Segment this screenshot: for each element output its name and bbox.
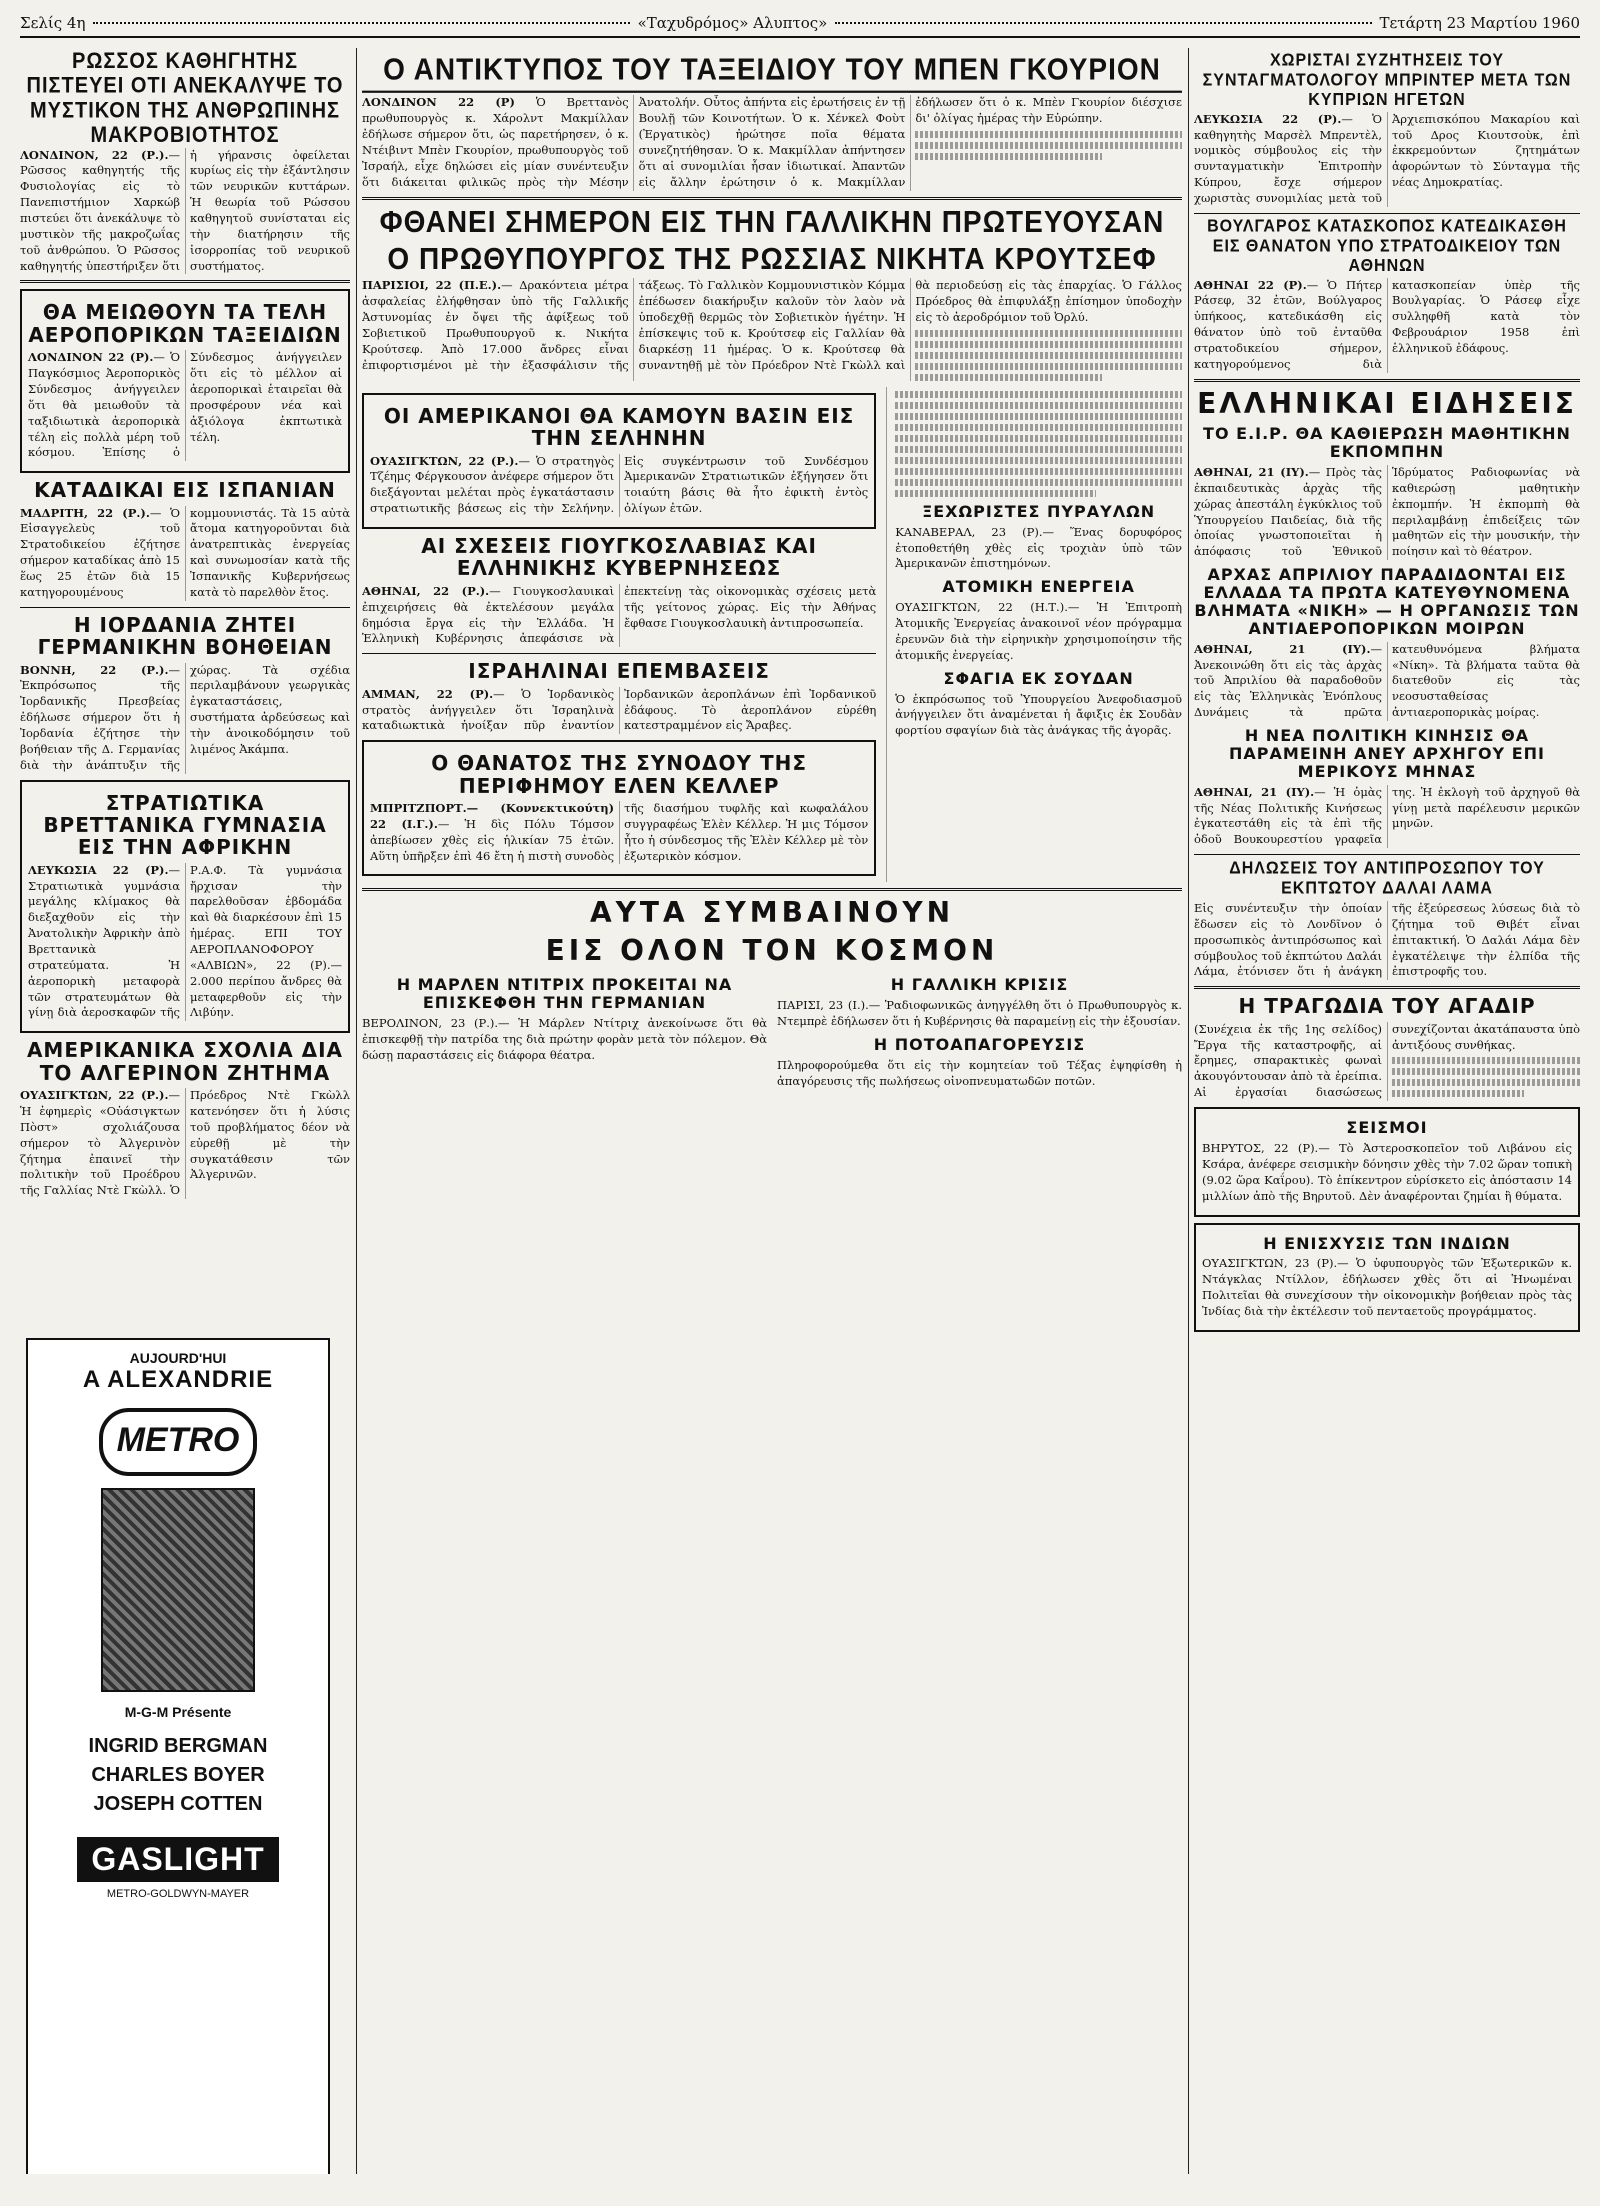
article-air-fares: ΘΑ ΜΕΙΩΘΟΥΝ ΤΑ ΤΕΛΗ ΑΕΡΟΠΟΡΙΚΩΝ ΤΑΞΕΙΔΙΩΝ ΛΟΝΔΙΝΟΝ 22 (Ρ).— Ὁ Παγκόσμιος Ἀεροπορικὸς Σύνδεσμος ἀνήγγειλεν ὅτι θὰ μειωθοῦν τὰ ταξιδιωτικὰ ἀεροπορικὰ τέλη εἰς πολλὰ μέρη τοῦ κόσμου. Ἐπίσης ὁ Σύνδεσμος ἀνήγγειλεν ὅτι εἰς τὸ μέλλον αἱ ἀεροπορικαὶ ἑταιρεῖαι θὰ προσφέρουν νέα καὶ ἀξιόλογα ἐκπτωτικὰ τέλη. xyxy=(20,289,350,473)
column-center xyxy=(362,48,1182,2174)
article-israel: ΙΣΡΑΗΛΙΝΑΙ ΕΠΕΜΒΑΣΕΙΣ ΑΜΜΑΝ, 22 (Ρ).— Ὁ Ἰορδανικὸς στρατὸς ἀνήγγειλεν ὅτι Ἰσραηλινὰ καταδιωκτικὰ ἠνοίξαν πῦρ ἐναντίον Ἰορδανικῶν ἀεροπλάνων ἐπὶ Ἰορδανικοῦ ἐδάφους. Τὸ ἀεροπλάνον εὑρέθη κατεστραμμένον εἰς Ἄραβες. xyxy=(362,659,877,733)
headline: Ο ΘΑΝΑΤΟΣ ΤΗΣ ΣΥΝΟΔΟΥ ΤΗΣ ΠΕΡΙΦΗΜΟΥ ΕΛΕΝ ΚΕΛΛΕΡ xyxy=(431,751,807,798)
section-title: ΕΛΛΗΝΙΚΑΙ ΕΙΔΗΣΕΙΣ xyxy=(1197,386,1577,420)
article-dalai-lama: ΔΗΛΩΣΕΙΣ ΤΟΥ ΑΝΤΙΠΡΟΣΩΠΟΥ ΤΟΥ ΕΚΠΤΩΤΟΥ ΔΑΛΑΙ ΛΑΜΑ Εἰς συνέντευξιν τὴν ὁποίαν ἔδωσεν εἰς τὸ Λονδῖνον ὁ προσωπικὸς ἀντιπρόσωπος καὶ σύμβουλος τοῦ ἐκπτώτου Δαλάι Λάμα, ἐτόνισεν ὅτι ἡ ἀνάγκη τῆς ἐξεύρεσεως λύσεως διὰ τὸ ζήτημα τοῦ Θιβέτ εἶναι ἐπιτακτική. Ὁ Δαλάι Λάμα δὲν ἐγκατέλειψε τὴν ἐλπίδα τῆς ἐπιστροφῆς του. xyxy=(1194,859,1580,979)
ad-presents: M-G-M Présente xyxy=(124,1704,232,1720)
subhead-dietrich: Η ΜΑΡΛΕΝ ΝΤΙΤΡΙΧ ΠΡΟΚΕΙΤΑΙ ΝΑ ΕΠΙΣΚΕΦΘΗ ΤΗΝ ΓΕΡΜΑΝΙΑΝ xyxy=(396,975,733,1013)
headline: ΑΜΕΡΙΚΑΝΙΚΑ ΣΧΟΛΙΑ ΔΙΑ ΤΟ ΑΛΓΕΡΙΝΟΝ ΖΗΤΗΜΑ xyxy=(26,1038,344,1085)
article-agadir: Η ΤΡΑΓΩΔΙΑ ΤΟΥ ΑΓΑΔΙΡ (Συνέχεια ἐκ τῆς 1ης σελίδος) Ἔργα τῆς καταστροφῆς, αἱ ἔρημες, σπαρακτικὲς φωναὶ ἀκουγόντουσαν ἀπὸ τὰ ἐρείπια. Αἱ ἐργασίαι διασώσεως συνεχίζονται ἀκατάπαυστα ὑπὸ ἀντιξόους συνθήκας. xyxy=(1194,994,1580,1100)
headline: ΘΑ ΜΕΙΩΘΟΥΝ ΤΑ ΤΕΛΗ ΑΕΡΟΠΟΡΙΚΩΝ ΤΑΞΕΙΔΙΩΝ xyxy=(28,300,342,347)
headline-rockets: ΞΕΧΩΡΙΣΤΕΣ ΠΥΡΑΥΛΩΝ xyxy=(922,501,1156,521)
headline-politics: Η ΝΕΑ ΠΟΛΙΤΙΚΗ ΚΙΝΗΣΙΣ ΘΑ ΠΑΡΑΜΕΙΝΗ ΑΝΕΥ ΑΡΧΗΓΟΥ ΕΠΙ ΜΕΡΙΚΟΥΣ ΜΗΝΑΣ xyxy=(1229,726,1545,781)
article-algeria: ΑΜΕΡΙΚΑΝΙΚΑ ΣΧΟΛΙΑ ΔΙΑ ΤΟ ΑΛΓΕΡΙΝΟΝ ΖΗΤΗΜΑ ΟΥΑΣΙΓΚΤΩΝ, 22 (Ρ.).— Ἡ ἐφημερὶς «Οὐάσιγκτων Πὸστ» σχολιάζουσα σήμερον τὸ Ἀλγερινὸν ζήτημα ἐπαινεῖ τὴν πολιτικὴν τοῦ Προέδρου τῆς Γαλλίας Ντὲ Γκὼλλ. Ὁ Πρόεδρος Ντὲ Γκὼλλ κατενόησεν ὅτι ἡ λύσις τοῦ προβλήματος δέον νὰ εὑρεθῇ μὲ τὴν συγκατάθεσιν τῶν Ἀλγερινῶν. xyxy=(20,1038,350,1198)
issue-date: Τετάρτη 23 Μαρτίου 1960 xyxy=(1379,14,1581,32)
headline: ΔΗΛΩΣΕΙΣ ΤΟΥ ΑΝΤΙΠΡΟΣΩΠΟΥ ΤΟΥ ΕΚΠΤΩΤΟΥ ΔΑΛΑΙ ΛΑΜΑ xyxy=(1229,859,1545,898)
article-bulgarian-spy: ΒΟΥΛΓΑΡΟΣ ΚΑΤΑΣΚΟΠΟΣ ΚΑΤΕΔΙΚΑΣΘΗ ΕΙΣ ΘΑΝΑΤΟΝ ΥΠΟ ΣΤΡΑΤΟΔΙΚΕΙΟΥ ΤΩΝ ΑΘΗΝΩΝ ΑΘΗΝΑΙ 22 (Ρ).— Ὁ Πήτερ Ράσεφ, 32 ἐτῶν, Βούλγαρος ὑπήκοος, κατεδικάσθη εἰς θάνατον ὑπὸ τοῦ ἐνταῦθα στρατοδικείου σήμερον, κατηγορούμενος διὰ κατασκοπείαν ὑπὲρ τῆς Βουλγαρίας. Ὁ Ράσεφ εἶχε συλληφθῆ κατὰ τὸν Φεβρουάριον 1958 ἐπὶ ἑλληνικοῦ ἐδάφους. xyxy=(1194,217,1580,371)
article-world-news: ΑΥΤΑ ΣΥΜΒΑΙΝΟΥΝ ΕΙΣ ΟΛΟΝ ΤΟΝ ΚΟΣΜΟΝ Η ΜΑΡΛΕΝ ΝΤΙΤΡΙΧ ΠΡΟΚΕΙΤΑΙ ΝΑ ΕΠΙΣΚΕΦΘΗ ΤΗΝ ΓΕΡΜΑΝΙΑΝ ΒΕΡΟΛΙΝΟΝ, 23 (Ρ.).— Ἡ Μάρλεν Ντίτριχ ἀνεκοίνωσε ὅτι θὰ ἐπισκεφθῇ τὴν πατρίδα της διὰ πρώτην φορὰν μετὰ τὸν πόλεμον. Θὰ δώσῃ παραστάσεις εἰς διάφορα θέατρα. Η ΓΑΛΛΙΚΗ ΚΡΙΣΙΣ ΠΑΡΙΣΙ, 23 (Ι.).— Ῥαδιοφωνικῶς ἀνηγγέλθη ὅτι ὁ Πρωθυπουργὸς κ. Ντεμπρὲ ἐδήλωσεν ὅτι ἡ Κυβέρνησις θὰ παραμείνῃ εἰς τὴν ἐξουσίαν. Η ΠΟΤΟΑΠΑΓΟΡΕΥΣΙΣ Πληροφορούμεθα ὅτι εἰς τὴν κομητείαν τοῦ Τέξας ἐψηφίσθη ἡ ἀπαγόρευσις τῆς πωλήσεως οἰνοπνευματωδῶν ποτῶν. xyxy=(362,896,1182,1088)
newspaper-page xyxy=(20,14,1580,2174)
subhead-french-crisis: Η ΓΑΛΛΙΚΗ ΚΡΙΣΙΣ xyxy=(890,975,1069,995)
headline-line1: ΦΘΑΝΕΙ ΣΗΜΕΡΟΝ ΕΙΣ ΤΗΝ ΓΑΛΛΙΚΗΝ ΠΡΩΤΕΥΟΥΣΑΝ xyxy=(379,203,1165,239)
headline-line1: ΑΥΤΑ ΣΥΜΒΑΙΝΟΥΝ xyxy=(589,896,955,930)
column-left xyxy=(20,48,350,2174)
studio-logo: METRO-GOLDWYN-MAYER xyxy=(106,1888,250,1900)
headline: ΙΣΡΑΗΛΙΝΑΙ ΕΠΕΜΒΑΣΕΙΣ xyxy=(468,659,770,684)
headline: Η ΙΟΡΔΑΝΙΑ ΖΗΤΕΙ ΓΕΡΜΑΝΙΚΗΝ ΒΟΗΘΕΙΑΝ xyxy=(37,612,333,660)
metro-logo: METRO xyxy=(99,1408,257,1476)
headline: ΣΕΙΣΜΟΙ xyxy=(1346,1118,1428,1138)
headline: Η ΕΝΙΣΧΥΣΙΣ ΤΩΝ ΙΝΔΙΩΝ xyxy=(1263,1233,1511,1253)
article-spain: ΚΑΤΑΔΙΚΑΙ ΕΙΣ ΙΣΠΑΝΙΑΝ ΜΑΔΡΙΤΗ, 22 (Ρ.).— Ὁ Εἰσαγγελεὺς τοῦ Στρατοδικείου ἐζήτησε σήμερον καταδίκας ἀπὸ 15 ἕως 25 ἐτῶν διὰ 15 κατηγορουμένους κομμουνιστάς. Τὰ 15 αὐτὰ ἄτομα κατηγοροῦνται διὰ ἀνατρεπτικὰς ἐνεργείας καὶ συνωμοσίαν κατὰ τῆς Ἰσπανικῆς Κυβερνήσεως κατὰ τὸ παρελθὸν ἔτος. xyxy=(20,478,350,599)
headline-missiles: ΑΡΧΑΣ ΑΠΡΙΛΙΟΥ ΠΑΡΑΔΙΔΟΝΤΑΙ ΕΙΣ ΕΛΛΑΔΑ ΤΑ ΠΡΩΤΑ ΚΑΤΕΥΘΥΝΟΜΕΝΑ ΒΛΗΜΑΤΑ «ΝΙΚΗ» — Η ΟΡΓΑΝΩΣΙΣ ΤΩΝ ΑΝΤΙΑΕΡΟΠΟΡΙΚΩΝ ΜΟΙΡΩΝ xyxy=(1194,565,1580,638)
article-jordan: Η ΙΟΡΔΑΝΙΑ ΖΗΤΕΙ ΓΕΡΜΑΝΙΚΗΝ ΒΟΗΘΕΙΑΝ ΒΟΝΝΗ, 22 (Ρ.).— Ἐκπρόσωπος τῆς Ἰορδανικῆς Πρεσβείας ἐδήλωσε σήμερον ὅτι ἡ Ἰορδανία ἐζήτησε τὴν βοήθειαν τῆς Δ. Γερμανίας διὰ τὴν ἀνάπτυξιν τῆς χώρας. Τὰ σχέδια περιλαμβάνουν γεωργικὰς ἐγκαταστάσεις, συστήματα ἀρδεύσεως καὶ τὴν ἀνοικοδόμησιν τοῦ λιμένος Ἀκάμπα. xyxy=(20,612,350,772)
cinema-advertisement xyxy=(26,1338,330,2174)
ad-city: A ALEXANDRIE xyxy=(82,1366,274,1393)
column-right xyxy=(1194,48,1580,2174)
film-still-image xyxy=(101,1488,255,1692)
headline-radio: ΤΟ Ε.Ι.Ρ. ΘΑ ΚΑΘΙΕΡΩΣΗ ΜΑΘΗΤΙΚΗΝ ΕΚΠΟΜΠΗΝ xyxy=(1203,424,1571,462)
headline-sudan: ΣΦΑΓΙΑ ΕΚ ΣΟΥΔΑΝ xyxy=(943,668,1134,688)
ad-today: AUJOURD'HUI xyxy=(129,1350,227,1366)
article-india-aid: Η ΕΝΙΣΧΥΣΙΣ ΤΩΝ ΙΝΔΙΩΝ ΟΥΑΣΙΓΚΤΩΝ, 23 (Ρ).— Ὁ ὑφυπουργὸς τῶν Ἐξωτερικῶν κ. Ντάγκλας Ντίλλον, ἐδήλωσεν χθὲς ὅτι αἱ Ἡνωμέναι Πολιτεῖαι θὰ συνεχίσουν τὴν οἰκονομικὴν βοήθειαν πρὸς τὰς Ἰνδίας διὰ τὴν ἐκτέλεσιν τοῦ πενταετοῦς προγράμματος. xyxy=(1194,1223,1580,1332)
article-moon-base: ΟΙ ΑΜΕΡΙΚΑΝΟΙ ΘΑ ΚΑΜΟΥΝ ΒΑΣΙΝ ΕΙΣ ΤΗΝ ΣΕΛΗΝΗΝ ΟΥΑΣΙΓΚΤΩΝ, 22 (Ρ.).— Ὁ στρατηγὸς Τζέημς Φέργκουσον ἀνέφερε σήμερον ὅτι διεξάγονται μελέται πρὸς ἐγκατάστασιν στρατιωτικῆς βάσεως εἰς τὴν Σελήνην. Εἰς συγκέντρωσιν τοῦ Συνδέσμου Ἀμερικανῶν Στρατιωτικῶν ἐξήγησεν ὅτι τοιαύτη βάσις θὰ ἦτο ἐφικτὴ ἐντὸς ὀλίγων ἐτῶν. xyxy=(362,393,876,529)
article-russian-professor: ΡΩΣΣΟΣ ΚΑΘΗΓΗΤΗΣ ΠΙΣΤΕΥΕΙ ΟΤΙ ΑΝΕΚΑΛΥΨΕ ΤΟ ΜΥΣΤΙΚΟΝ ΤΗΣ ΑΝΘΡΩΠΙΝΗΣ ΜΑΚΡΟΒΙΟΤΗΤΟΣ ΛΟΝΔΙΝΟΝ, 22 (Ρ.).— Ρῶσσος καθηγητής τῆς Φυσιολογίας εἰς τὸ Πανεπιστήμιον Χαρκώβ πιστεύει ὅτι ἀνεκάλυψε τὸ μυστικὸν τῆς μακροζωΐας τοῦ ἀνθρώπου. Ὁ Ρῶσσος καθηγητής ὑπεστήριξεν ὅτι ἡ γήρανσις ὀφείλεται κυρίως εἰς τὴν ἐξάντλησιν τῶν νευρικῶν κυττάρων. Ἡ θεωρία τοῦ Ρώσσου καθηγητοῦ συνίσταται εἰς τὴν διατήρησιν τῆς ἰσορροπίας τοῦ νευρικοῦ συστήματος. xyxy=(20,49,350,273)
film-title: GASLIGHT xyxy=(77,1837,278,1882)
ad-cast: INGRID BERGMAN CHARLES BOYER JOSEPH COTTEN xyxy=(88,1735,268,1815)
headline: ΑΙ ΣΧΕΣΕΙΣ ΓΙΟΥΓΚΟΣΛΑΒΙΑΣ ΚΑΙ ΕΛΛΗΝΙΚΗΣ ΚΥΒΕΡΝΗΣΕΩΣ xyxy=(421,534,817,581)
headline: ΣΤΡΑΤΙΩΤΙΚΑ ΒΡΕΤΤΑΝΙΚΑ ΓΥΜΝΑΣΙΑ ΕΙΣ ΤΗΝ ΑΦΡΙΚΗΝ xyxy=(43,790,327,860)
paper-name: «Ταχυδρόμος» Αλυπτος» xyxy=(637,14,828,32)
article-earthquakes: ΣΕΙΣΜΟΙ ΒΗΡΥΤΟΣ, 22 (Ρ).— Τὸ Ἀστεροσκοπεῖον τοῦ Λιβάνου εἰς Κσάρα, ἀνέφερε σεισμικὴν δόνησιν χθὲς τὴν 7.02 ὥραν τοπικὴ (9.02 ὥρα Καΐρου). Τὸ ἐπίκεντρον εὑρίσκετο εἰς ἀπόστασιν 14 μιλλίων ἀπὸ τῆς Βηρυτοῦ. Δὲν ἀναφέρονται ζημίαι ἢ θύματα. xyxy=(1194,1107,1580,1216)
headline-line2: Ο ΠΡΩΘΥΠΟΥΡΓΟΣ ΤΗΣ ΡΩΣΣΙΑΣ ΝΙΚΗΤΑ ΚΡΟΥΤΣΕΦ xyxy=(387,241,1157,276)
masthead xyxy=(20,14,1580,38)
headline: Η ΤΡΑΓΩΔΙΑ ΤΟΥ ΑΓΑΔΙΡ xyxy=(1238,994,1536,1019)
headline: ΧΩΡΙΣΤΑΙ ΣΥΖΗΤΗΣΕΙΣ ΤΟΥ ΣΥΝΤΑΓΜΑΤΟΛΟΓΟΥ ΜΠΡΙΝΤΕΡ ΜΕΤΑ ΤΩΝ ΚΥΠΡΙΩΝ ΗΓΕΤΩΝ xyxy=(1202,51,1572,110)
headline: ΚΑΤΑΔΙΚΑΙ ΕΙΣ ΙΣΠΑΝΙΑΝ xyxy=(34,478,336,503)
article-ben-gurion: Ο ΑΝΤΙΚΤΥΠΟΣ ΤΟΥ ΤΑΞΕΙΔΙΟΥ ΤΟΥ ΜΠΕΝ ΓΚΟΥΡΙΟΝ ΛΟΝΔΙΝΟΝ 22 (Ρ) Ὁ Βρεττανὸς πρωθυπουργὸς κ. Χάρολντ Μακμίλλαν ἐδήλωσε σήμερον ὅτι, ὡς παρετήρησεν, ὁ κ. Ντέιβιντ Μπὲν Γκουρίον, πρωθυπουργὸς τοῦ Ἰσραήλ, εἶχε δηλώσει εἰς μίαν συνέντευξιν ὅτι διάκειται φιλικῶς πρὸς τὴν Μέσην Ἀνατολήν. Οὗτος ἀπήντα εἰς ἐρωτήσεις ἐν τῇ Βουλῇ τῶν Κοινοτήτων. Ὁ κ. Χένκελ Φοὺτ (Ἐργατικὸς) ἠρώτησε ποῖα θέματα συνεζητήθησαν. Ὁ κ. Μακμίλλαν ἀπήντησεν ὅτι αἱ συνομιλίαι ἦσαν ἰδιωτικαί. Ἀπαντῶν εἰς ἄλλην ἐρώτησιν ὁ κ. Μακμίλλαν ἐδήλωσεν ὅτι ὁ κ. Μπὲν Γκουρίον διέσχισε δι' ὀλίγας ἡμέρας τὴν Εὐρώπην. xyxy=(362,52,1182,189)
headline: ΒΟΥΛΓΑΡΟΣ ΚΑΤΑΣΚΟΠΟΣ ΚΑΤΕΔΙΚΑΣΘΗ ΕΙΣ ΘΑΝΑΤΟΝ ΥΠΟ ΣΤΡΑΤΟΔΙΚΕΙΟΥ ΤΩΝ ΑΘΗΝΩΝ xyxy=(1207,217,1567,276)
article-cyprus-constitution: ΧΩΡΙΣΤΑΙ ΣΥΖΗΤΗΣΕΙΣ ΤΟΥ ΣΥΝΤΑΓΜΑΤΟΛΟΓΟΥ ΜΠΡΙΝΤΕΡ ΜΕΤΑ ΤΩΝ ΚΥΠΡΙΩΝ ΗΓΕΤΩΝ ΛΕΥΚΩΣΙΑ 22 (Ρ).— Ὁ καθηγητὴς Μαρσὲλ Μπρεντὲλ, νομικὸς σύμβουλος εἰς τὴν συνταγματικὴν Ἐπιτροπὴν Κύπρου, ἔσχε σήμερον χωριστὰς συνομιλίας μετὰ τοῦ Ἀρχιεπισκόπου Μακαρίου καὶ τοῦ Δρος Κιουτσοὺκ, ἐπὶ ἐκκρεμούντων ζητημάτων ἀφορώντων τὸ Σύνταγμα τῆς νέας Δημοκρατίας. xyxy=(1194,51,1580,206)
right-subcolumn: ΞΕΧΩΡΙΣΤΕΣ ΠΥΡΑΥΛΩΝ ΚΑΝΑΒΕΡΑΛ, 23 (Ρ).— Ἕνας δορυφόρος ἐτοποθετήθη χθὲς εἰς τροχιὰν ὑπὸ τῶν Ἀμερικανῶν ἐπιστημόνων. ΑΤΟΜΙΚΗ ΕΝΕΡΓΕΙΑ ΟΥΑΣΙΓΚΤΩΝ, 22 (Η.Τ.).— Ἡ Ἐπιτροπὴ Ἀτομικῆς Ἐνεργείας ἀνακοινοῖ νέον πρόγραμμα ἐρευνῶν διὰ τὴν εἰρηνικὴν χρησιμοποίησιν τῆς ἀτομικῆς ἐνεργείας. ΣΦΑΓΙΑ ΕΚ ΣΟΥΔΑΝ Ὁ ἐκπρόσωπος τοῦ Ὑπουργείου Ἀνεφοδιασμοῦ ἀνήγγειλεν ὅτι ἀναμένεται ἡ ἄφιξις ἐκ Σουδὰν φορτίου σφαγίων διὰ τὰς ἀνάγκας τῆς ἀγορᾶς. xyxy=(886,387,1182,883)
subhead-prohibition: Η ΠΟΤΟΑΠΑΓΟΡΕΥΣΙΣ xyxy=(873,1034,1086,1054)
article-yugoslavia: ΑΙ ΣΧΕΣΕΙΣ ΓΙΟΥΓΚΟΣΛΑΒΙΑΣ ΚΑΙ ΕΛΛΗΝΙΚΗΣ ΚΥΒΕΡΝΗΣΕΩΣ ΑΘΗΝΑΙ, 22 (Ρ.).— Γιουγκοσλαυικαὶ ἐπιχειρήσεις θὰ ἐκτελέσουν μεγάλα δημόσια ἔργα εἰς τὴν Ἑλλάδα. Ἡ Ἑλληνικὴ Κυβέρνησις ἀπεφάσισε νὰ ἐπεκτείνῃ τὰς οἰκονομικὰς σχέσεις μετὰ τῆς γείτονος χώρας. Εἰς τὴν Ἀθήνας ἔφθασε Γιουγκοσλαυικὴ ἀντιπροσωπεία. xyxy=(362,534,877,646)
banner-headline: Ο ΑΝΤΙΚΤΥΠΟΣ ΤΟΥ ΤΑΞΕΙΔΙΟΥ ΤΟΥ ΜΠΕΝ ΓΚΟΥΡΙΟΝ xyxy=(362,52,1182,93)
page-number: Σελίς 4η xyxy=(20,14,86,32)
headline-line2: ΕΙΣ ΟΛΟΝ ΤΟΝ ΚΟΣΜΟΝ xyxy=(545,933,999,967)
article-helen-keller: Ο ΘΑΝΑΤΟΣ ΤΗΣ ΣΥΝΟΔΟΥ ΤΗΣ ΠΕΡΙΦΗΜΟΥ ΕΛΕΝ ΚΕΛΛΕΡ ΜΠΡΙΤΖΠΟΡΤ.— (Κοννεκτικούτη) 22 (Ι.Γ.).— Ἡ δὶς Πόλυ Τόμσον ἀπεβίωσεν χθὲς εἰς ἡλικίαν 75 ἐτῶν. Αὕτη ὑπῆρξεν ἐπὶ 46 ἔτη ἡ πιστὴ συνοδὸς τῆς διασήμου τυφλῆς καὶ κωφαλάλου συγγραφέως Ἑλὲν Κέλλερ. Ἡ μις Τόμσον ἦτο ἡ σύνδεσμος τῆς Ἑλὲν Κέλλερ μὲ τὸν ἐξωτερικὸν κόσμον. xyxy=(362,740,876,876)
section-greek-news: ΕΛΛΗΝΙΚΑΙ ΕΙΔΗΣΕΙΣ ΤΟ Ε.Ι.Ρ. ΘΑ ΚΑΘΙΕΡΩΣΗ ΜΑΘΗΤΙΚΗΝ ΕΚΠΟΜΠΗΝ ΑΘΗΝΑΙ, 21 (ΙΥ).— Πρὸς τὰς ἐκπαιδευτικὰς ἀρχὰς τῆς χώρας ἀπεστάλη ἐγκύκλιος τοῦ Ὑπουργείου Παιδείας, διὰ τῆς ὁποίας γνωστοποιεῖται ἡ ἀπόφασις τοῦ Ἐθνικοῦ Ἱδρύματος Ραδιοφωνίας νὰ καθιερώσῃ μαθητικὴν ἐκπομπήν. Ἡ ἐκπομπὴ θὰ περιλαμβάνῃ ἐπιδείξεις τῶν μαθητῶν εἰς τὴν μουσικήν, τὴν ποίησιν καὶ τὸ θέατρον. ΑΡΧΑΣ ΑΠΡΙΛΙΟΥ ΠΑΡΑΔΙΔΟΝΤΑΙ ΕΙΣ ΕΛΛΑΔΑ ΤΑ ΠΡΩΤΑ ΚΑΤΕΥΘΥΝΟΜΕΝΑ ΒΛΗΜΑΤΑ «ΝΙΚΗ» — Η ΟΡΓΑΝΩΣΙΣ ΤΩΝ ΑΝΤΙΑΕΡΟΠΟΡΙΚΩΝ ΜΟΙΡΩΝ ΑΘΗΝΑΙ, 21 (ΙΥ).— Ἀνεκοινώθη ὅτι εἰς τὰς ἀρχὰς τοῦ Ἀπριλίου θὰ παραδοθοῦν εἰς τὰς Ἑλληνικὰς Ἐνόπλους Δυνάμεις τὰ πρῶτα κατευθυνόμενα βλήματα «Νίκη». Τὰ βλήματα ταῦτα θὰ διατεθοῦν εἰς τὰς νεοσυσταθείσας ἀντιαεροπορικὰς μοίρας. Η ΝΕΑ ΠΟΛΙΤΙΚΗ ΚΙΝΗΣΙΣ ΘΑ ΠΑΡΑΜΕΙΝΗ ΑΝΕΥ ΑΡΧΗΓΟΥ ΕΠΙ ΜΕΡΙΚΟΥΣ ΜΗΝΑΣ ΑΘΗΝΑΙ, 21 (ΙΥ).— Ἡ ὁμὰς τῆς Νέας Πολιτικῆς Κινήσεως ἐγκατεστάθη εἰς τὰ ἐπὶ τῆς ὁδοῦ Βουκουρεστίου γραφεῖα της. Ἡ ἐκλογὴ τοῦ ἀρχηγοῦ θὰ γίνῃ μετὰ παρέλευσιν μερικῶν μηνῶν. xyxy=(1194,386,1580,847)
article-khrushchev: ΦΘΑΝΕΙ ΣΗΜΕΡΟΝ ΕΙΣ ΤΗΝ ΓΑΛΛΙΚΗΝ ΠΡΩΤΕΥΟΥΣΑΝ Ο ΠΡΩΘΥΠΟΥΡΓΟΣ ΤΗΣ ΡΩΣΣΙΑΣ ΝΙΚΗΤΑ ΚΡΟΥΤΣΕΦ ΠΑΡΙΣΙΟΙ, 22 (Π.Ε.).— Δρακόντεια μέτρα ἀσφαλείας ἐλήφθησαν ὑπὸ τῆς Γαλλικῆς Ἀστυνομίας ἐν ὄψει τῆς ἀφίξεως τοῦ Σοβιετικοῦ Πρωθυπουργοῦ κ. Νικήτα Κρούτσεφ. Ἀπὸ 17.000 ἄνδρες εἶναι ἐπιφορτισμένοι μὲ τὴν ἐξασφάλισιν τῆς τάξεως. Τὸ Γαλλικὸν Κομμουνιστικὸν Κόμμα ἐπέδωσεν διακήρυξιν καλοῦν τὸν λαὸν νὰ ὑποδεχθῇ θερμῶς τὸν Σοβιετικὸν ἡγέτην. Ἡ ἐπίσκεψις τοῦ κ. Κρούτσεφ εἰς Γαλλίαν θὰ διαρκέσῃ 11 ἡμέρας. Ὁ κ. Κρούτσεφ θὰ συναντηθῇ μὲ τὸν Πρόεδρον Ντὲ Γκὼλλ καὶ θὰ περιοδεύσῃ εἰς τὰς ἐπαρχίας. Ὁ Γάλλος Πρόεδρος θὰ ἐπιφυλάξῃ ἐπίσημον ὑποδοχὴν εἰς τὸ ἀεροδρόμιον τοῦ Ὀρλύ. xyxy=(362,206,1182,381)
article-british-exercises: ΣΤΡΑΤΙΩΤΙΚΑ ΒΡΕΤΤΑΝΙΚΑ ΓΥΜΝΑΣΙΑ ΕΙΣ ΤΗΝ ΑΦΡΙΚΗΝ ΛΕΥΚΩΣΙΑ 22 (Ρ).— Στρατιωτικὰ γυμνάσια μεγάλης κλίμακος θὰ διεξαχθοῦν εἰς τὴν Ἀνατολικὴν Ἀφρικὴν ἀπὸ Βρεττανικὰ στρατεύματα. Ἡ ἀεροπορικὴ μεταφορὰ τῶν στρατευμάτων θὰ γίνῃ διὰ ἀεροσκαφῶν τῆς Ρ.Α.Φ. Τὰ γυμνάσια ἤρχισαν τὴν παρελθοῦσαν ἑβδομάδα καὶ θὰ διαρκέσουν ἐπὶ 15 ἡμέρας. ΕΠΙ ΤΟΥ ΑΕΡΟΠΛΑΝΟΦΟΡΟΥ «ΑΛΒΙΩΝ», 22 (Ρ).— 2.000 περίπου ἄνδρες θὰ μεταφερθοῦν εἰς τὴν Λιβύην. xyxy=(20,780,350,1034)
headline: ΟΙ ΑΜΕΡΙΚΑΝΟΙ ΘΑ ΚΑΜΟΥΝ ΒΑΣΙΝ ΕΙΣ ΤΗΝ ΣΕΛΗΝΗΝ xyxy=(383,403,855,451)
headline-atomic: ΑΤΟΜΙΚΗ ΕΝΕΡΓΕΙΑ xyxy=(942,577,1135,597)
headline: ΡΩΣΣΟΣ ΚΑΘΗΓΗΤΗΣ ΠΙΣΤΕΥΕΙ ΟΤΙ ΑΝΕΚΑΛΥΨΕ ΤΟ ΜΥΣΤΙΚΟΝ ΤΗΣ ΑΝΘΡΩΠΙΝΗΣ ΜΑΚΡΟΒΙΟΤΗΤΟΣ xyxy=(26,49,344,148)
